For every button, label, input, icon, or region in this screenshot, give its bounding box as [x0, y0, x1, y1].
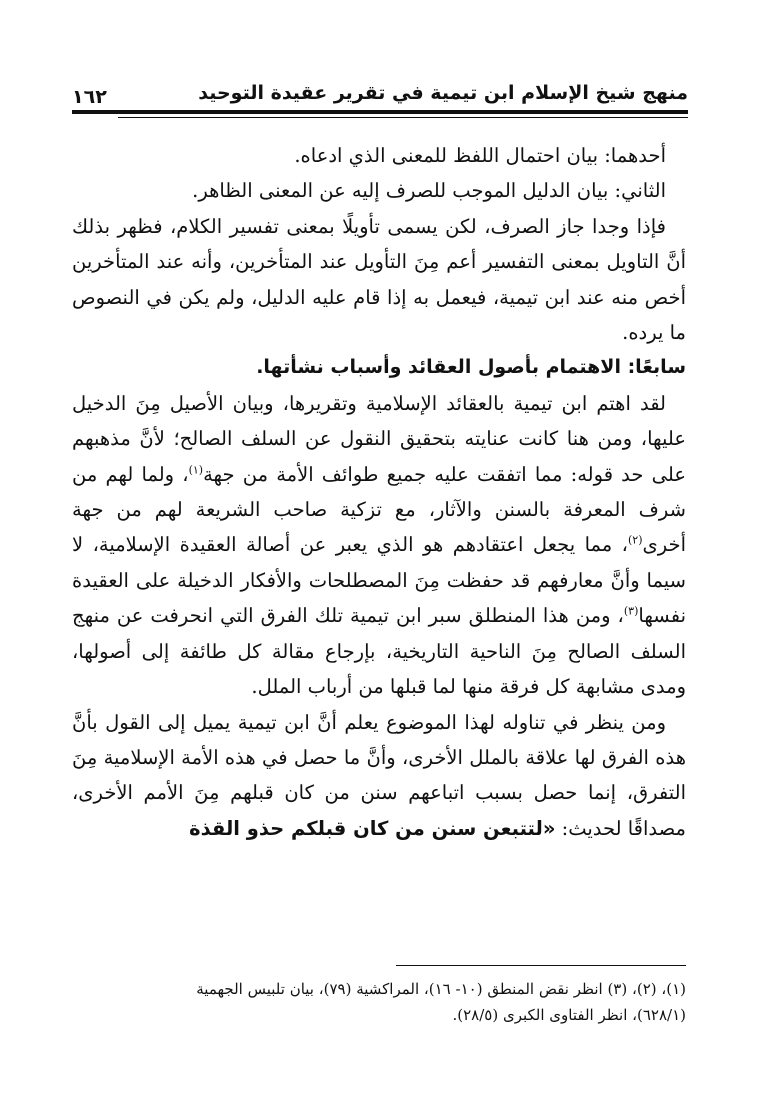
footnote-line-1: (١)، (٢)، (٣) انظر نقض المنطق (١٠- ١٦)، المراكشية (٧٩)، بيان تلبيس الجهمية	[196, 980, 686, 998]
text-segment: ومن ينظر في تناوله لهذا الموضوع يعلم أنَّ ابن تيمية يميل إلى القول بأنَّ هذه الفرق لها علاقة بالملل الأخرى، وأنَّ ما حصل في هذه الأمة الإسلامية مِنَ التفرق، إنما حصل بسبب اتباعهم سنن من كان قبلهم مِنَ الأمم الأخرى، مصداقًا لحديث:	[72, 710, 686, 840]
paragraph-sects	[72, 705, 686, 847]
paragraph-creeds	[72, 386, 686, 705]
page-number: ١٦٢	[72, 86, 107, 108]
hadith-quote: «لتتبعن سنن من كان قبلكم حذو القذة	[189, 816, 556, 840]
running-header-title: منهج شيخ الإسلام ابن تيمية في تقرير عقيدة التوحيد	[198, 82, 688, 104]
footnote-line-2: (٦٢٨/١)، انظر الفتاوى الكبرى (٢٨/٥).	[452, 1006, 686, 1024]
header-rule-thick	[72, 110, 688, 114]
header-rule-thin	[118, 117, 688, 118]
text-segment: ، ولما لهم من شرف المعرفة بالسنن والآثار، مع تزكية صاحب الشريعة لهم من جهة أخرى	[72, 462, 686, 557]
footnote-ref-3: (٣)	[623, 604, 639, 618]
section-heading: سابعًا: الاهتمام بأصول العقائد وأسباب نشأتها.	[256, 356, 686, 379]
footnote-ref-1: (١)	[188, 463, 204, 477]
text-segment: ، مما يجعل اعتقادهم هو الذي يعبر عن أصالة العقيدة الإسلامية، لا سيما وأنَّ معارفهم قد حفظت مِنَ المصطلحات والأفكار الدخيلة على العقيدة نفسها	[72, 533, 686, 628]
paragraph-first-condition: أحدهما: بيان احتمال اللفظ للمعنى الذي ادعاه.	[294, 144, 666, 167]
main-text	[72, 138, 686, 846]
text-segment: لقد اهتم ابن تيمية بالعقائد الإسلامية وتقريرها، وبيان الأصيل مِنَ الدخيل عليها، ومن هنا كانت عنايته بتحقيق النقول عن السلف الصالح؛ لأنَّ مذهبهم على حد قوله: مما اتفقت عليه جميع طوائف الأمة من جهة	[72, 391, 686, 486]
footnote-ref-2: (٢)	[627, 533, 643, 547]
paragraph-second-condition: الثاني: بيان الدليل الموجب للصرف إليه عن المعنى الظاهر.	[192, 179, 666, 203]
running-header	[72, 82, 688, 122]
paragraph-interpretation-conclusion: فإذا وجدا جاز الصرف، لكن يسمى تأويلًا بمعنى تفسير الكلام، فظهر بذلك أنَّ التاويل بمعنى التفسير أعم مِنَ التأويل عند المتأخرين، وأنه عند المتأخرين أخص منه عند ابن تيمية، فيعمل به إذا قام عليه الدليل، ولم يكن في النصوص ما يرده.	[72, 214, 686, 345]
footnotes	[72, 976, 686, 1028]
text-segment: ، ومن هذا المنطلق سبر ابن تيمية تلك الفرق التي انحرفت عن منهج السلف الصالح مِنَ الناحية التاريخية، بإرجاع مقالة كل طائفة إلى أصولها، ومدى مشابهة كل فرقة منها لما قبلها من أرباب الملل.	[72, 604, 686, 699]
footnote-separator	[396, 965, 686, 966]
